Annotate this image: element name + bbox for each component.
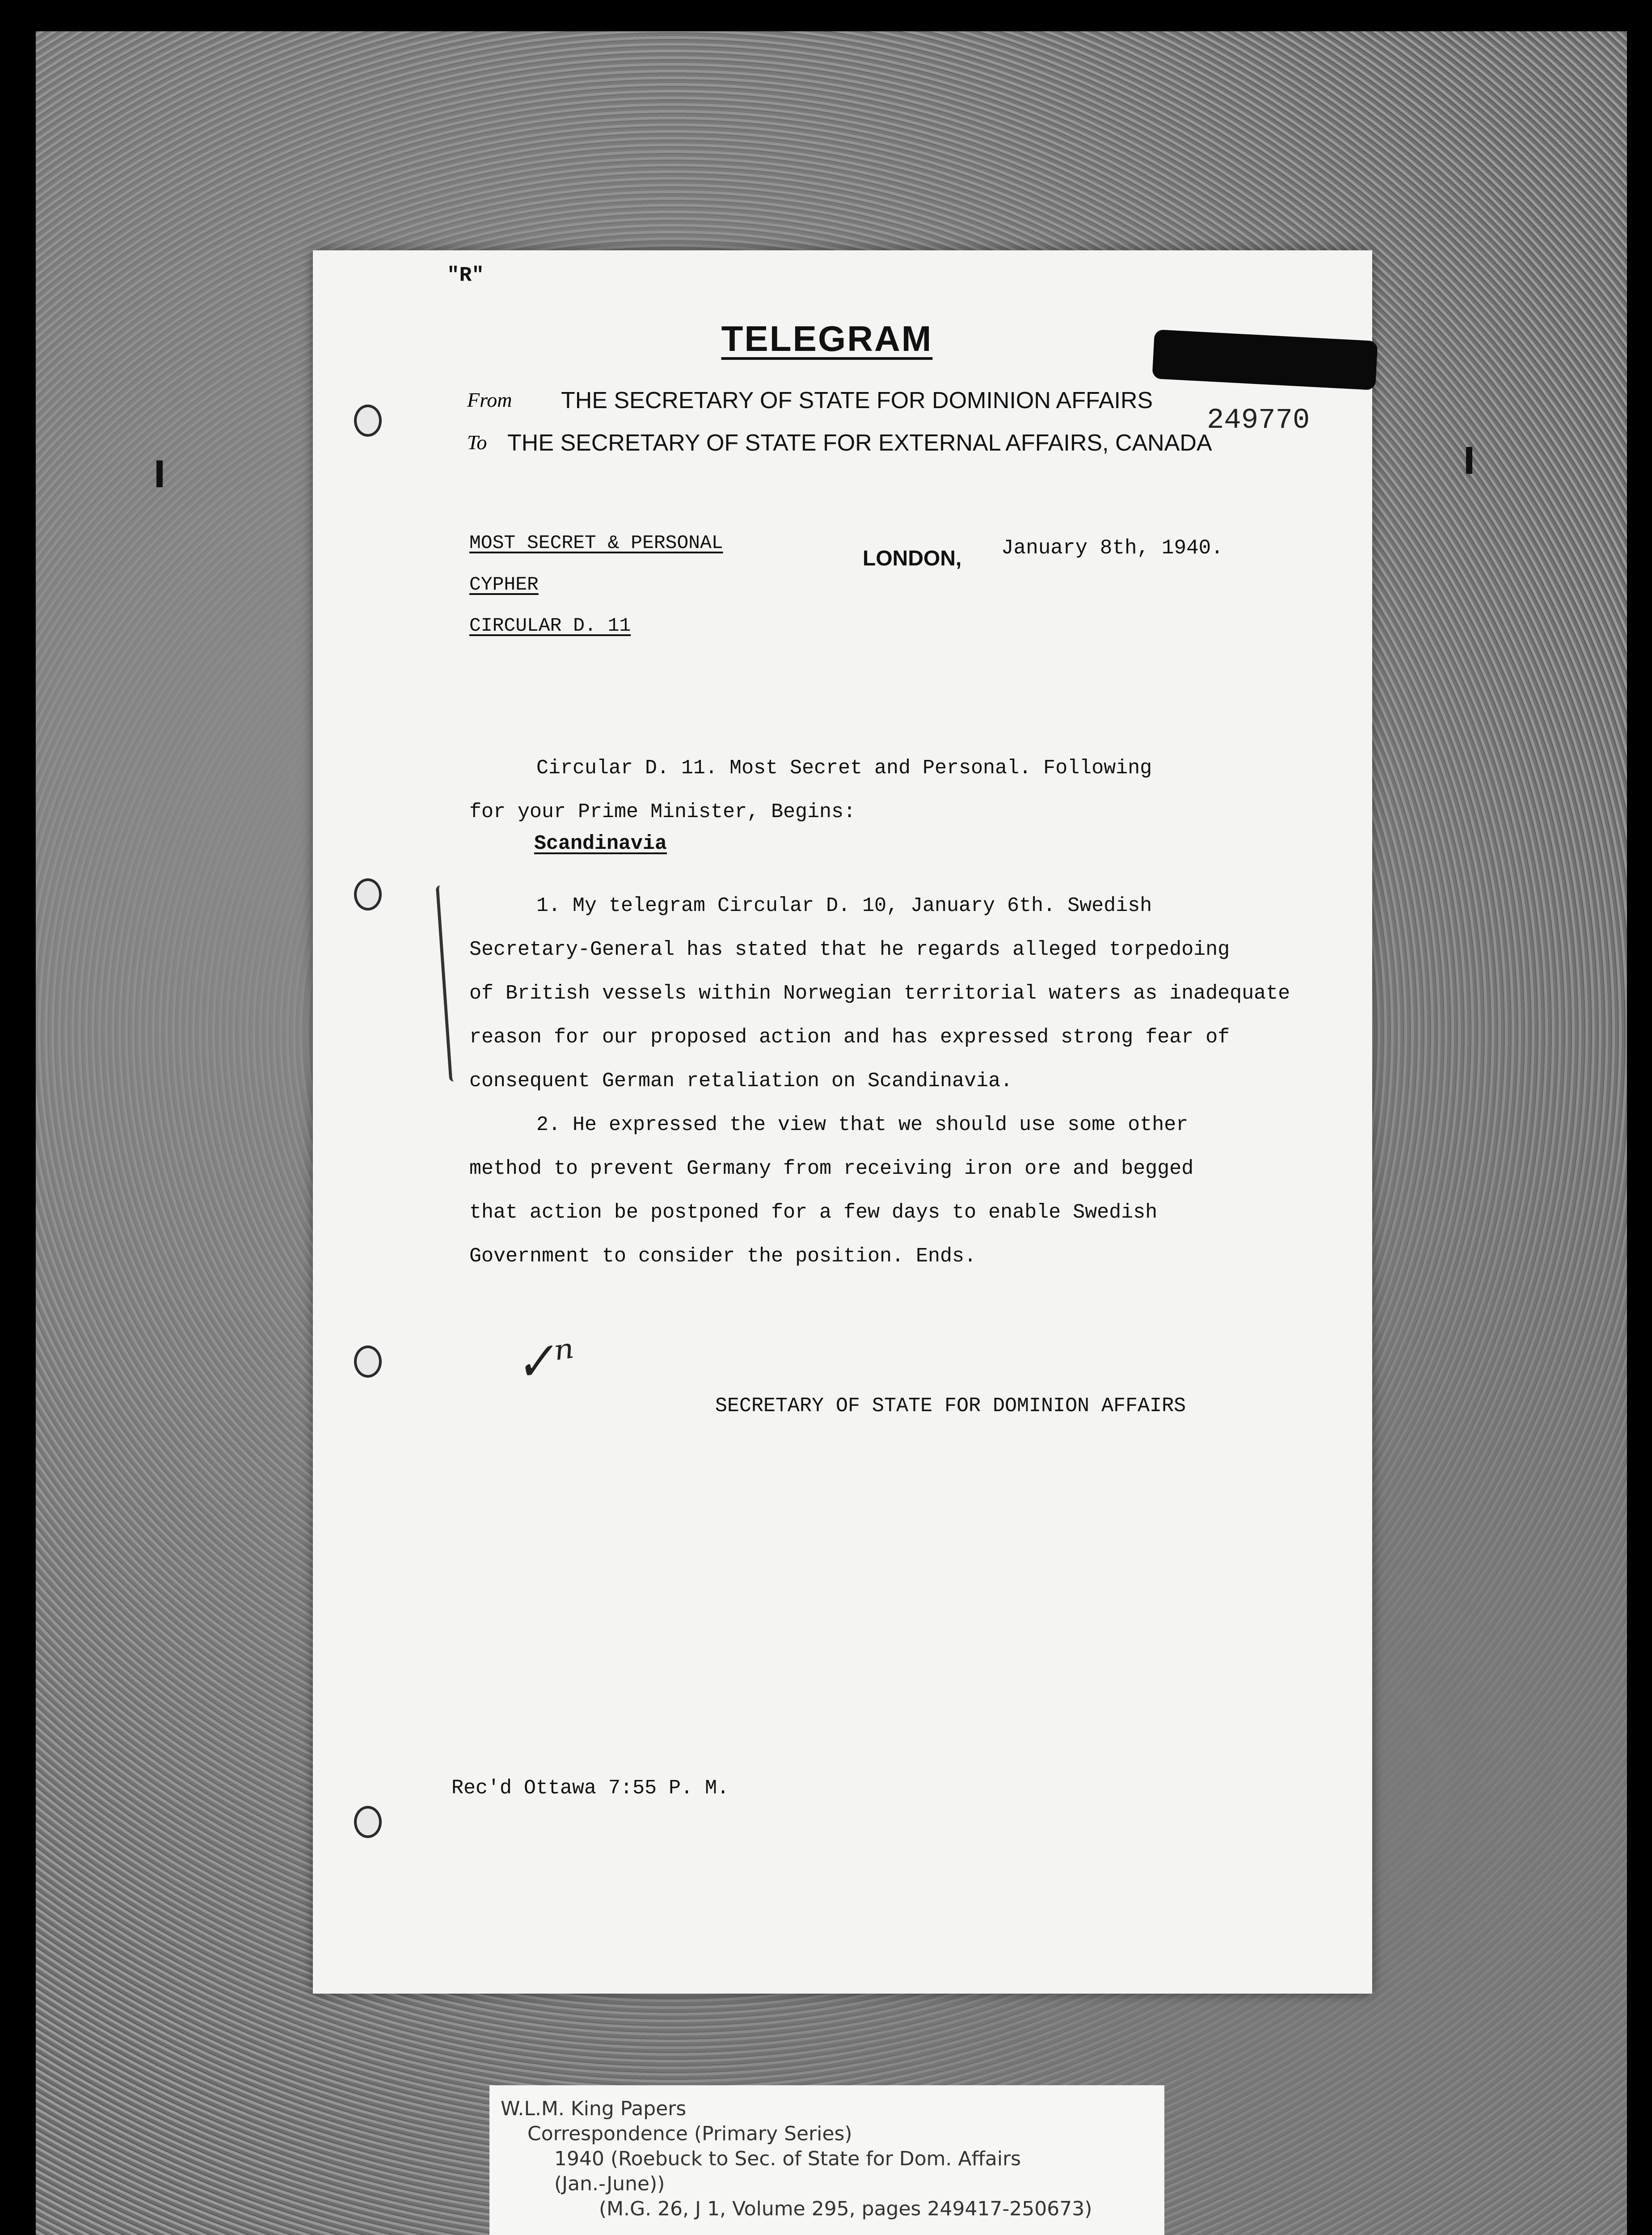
label-line: W.L.M. King Papers xyxy=(501,2097,687,2120)
label-line: Correspondence (Primary Series) xyxy=(527,2122,852,2145)
classification-line: CYPHER xyxy=(469,574,539,595)
body-line: Government to consider the position. Ends. xyxy=(469,1245,977,1268)
punch-hole xyxy=(354,878,382,911)
document-date: January 8th, 1940. xyxy=(1001,536,1223,560)
from-value: THE SECRETARY OF STATE FOR DOMINION AFFAIRS xyxy=(561,388,1153,413)
section-heading: Scandinavia xyxy=(534,832,667,855)
body-line: 1. My telegram Circular D. 10, January 6th. Swedish xyxy=(536,894,1152,917)
body-line: reason for our proposed action and has expressed strong fear of xyxy=(469,1026,1230,1049)
classification-line: MOST SECRET & PERSONAL xyxy=(469,532,723,554)
punch-hole xyxy=(354,1806,382,1838)
document-mark: "R" xyxy=(447,264,484,287)
classification-line: CIRCULAR D. 11 xyxy=(469,615,631,637)
punch-hole xyxy=(354,405,382,437)
body-line: consequent German retaliation on Scandinavia. xyxy=(469,1070,1013,1092)
to-value: THE SECRETARY OF STATE FOR EXTERNAL AFFAIRS, CANADA xyxy=(507,430,1212,456)
body-line: 2. He expressed the view that we should use some other xyxy=(536,1113,1188,1136)
body-line: that action be postponed for a few days to enable Swedish xyxy=(469,1201,1158,1224)
body-line: Circular D. 11. Most Secret and Personal. Following xyxy=(536,757,1152,780)
received-note: Rec'd Ottawa 7:55 P. M. xyxy=(451,1777,729,1800)
document-title: TELEGRAM xyxy=(721,319,933,358)
place-of-origin: LONDON, xyxy=(863,547,962,570)
handwritten-initials: ✓ⁿ xyxy=(510,1328,579,1393)
punch-hole xyxy=(354,1345,382,1378)
document-number: 249770 xyxy=(1207,405,1310,437)
body-line: for your Prime Minister, Begins: xyxy=(469,801,856,823)
body-line: Secretary-General has stated that he regards alleged torpedoing xyxy=(469,938,1230,961)
signoff: SECRETARY OF STATE FOR DOMINION AFFAIRS xyxy=(715,1395,1186,1417)
frame-mark-right xyxy=(1466,447,1472,474)
label-line: 1940 (Roebuck to Sec. of State for Dom. Affairs xyxy=(554,2147,1021,2170)
frame-mark-left xyxy=(156,460,163,487)
label-line: (M.G. 26, J 1, Volume 295, pages 249417-250673) xyxy=(599,2197,1092,2220)
label-line: (Jan.-June)) xyxy=(554,2172,665,2195)
body-line: method to prevent Germany from receiving iron ore and begged xyxy=(469,1157,1194,1180)
from-label: From xyxy=(467,388,512,411)
body-line: of British vessels within Norwegian territorial waters as inadequate xyxy=(469,982,1290,1005)
to-label: To xyxy=(467,431,487,454)
